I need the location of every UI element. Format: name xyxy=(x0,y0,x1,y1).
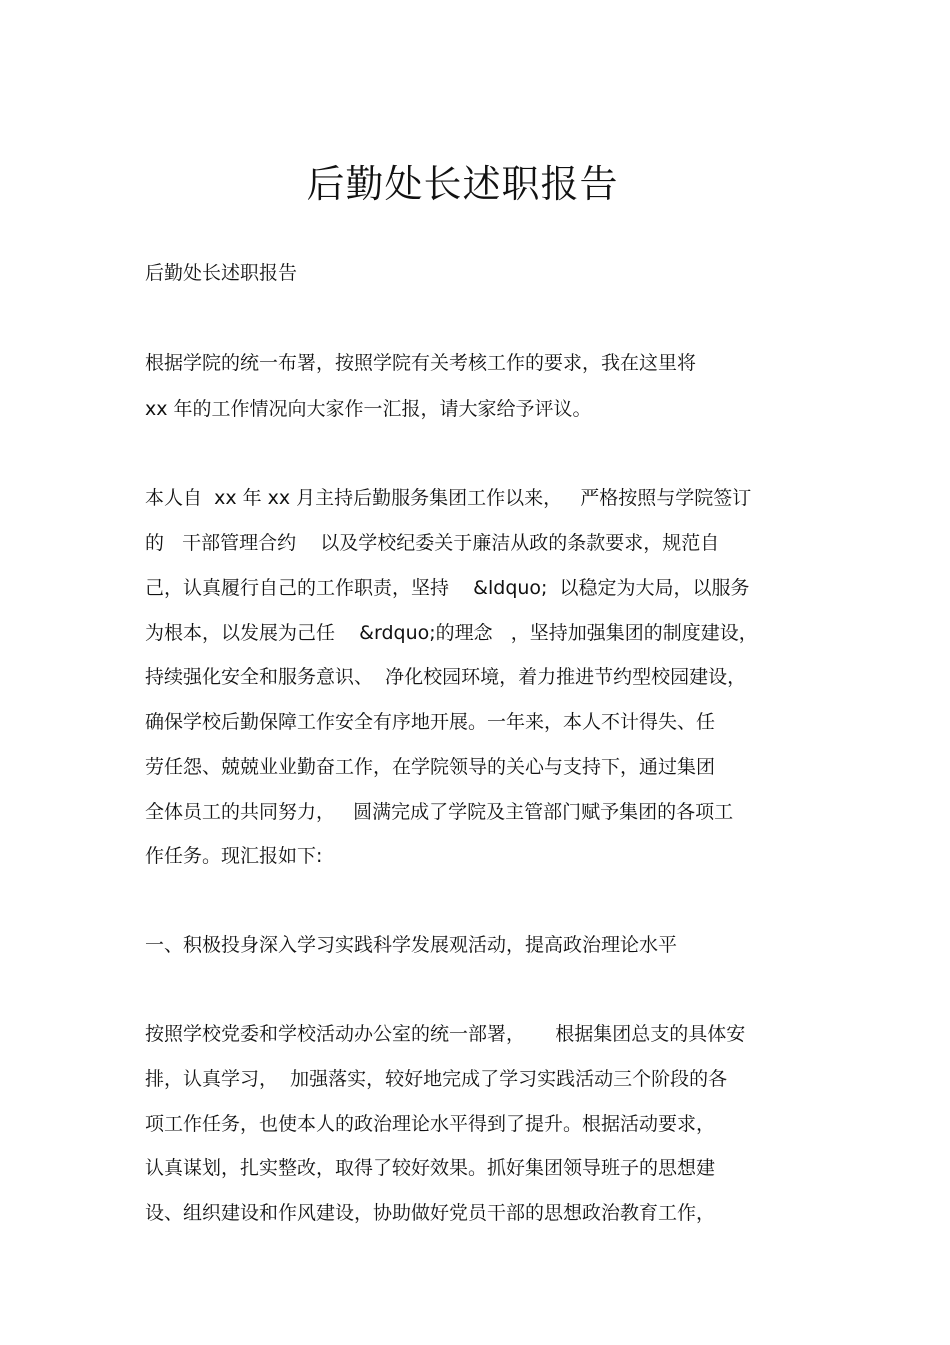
paragraph-1-line-1: 根据学院的统一布署，按照学院有关考核工作的要求，我在这里将 xyxy=(145,352,697,374)
document-title: 后勤处长述职报告 xyxy=(306,162,619,206)
paragraph-2-line-6: 确保学校后勤保障工作安全有序地开展。一年来，本人不计得失、任 xyxy=(145,711,716,733)
paragraph-2-line-1: 本人自 xx 年 xx 月主持后勤服务集团工作以来， 严格按照与学院签订 xyxy=(145,487,752,509)
paragraph-2-line-7: 劳任怨、兢兢业业勤奋工作，在学院领导的关心与支持下，通过集团 xyxy=(145,756,716,778)
paragraph-2-line-5: 持续强化安全和服务意识、 净化校园环境，着力推进节约型校园建设， xyxy=(145,666,747,688)
paragraph-3-line-2: 排，认真学习， 加强落实，较好地完成了学习实践活动三个阶段的各 xyxy=(145,1068,728,1090)
document-subtitle: 后勤处长述职报告 xyxy=(145,262,298,284)
paragraph-1-line-2: xx 年的工作情况向大家作一汇报，请大家给予评议。 xyxy=(145,398,592,420)
paragraph-3-line-3: 项工作任务，也使本人的政治理论水平得到了提升。根据活动要求， xyxy=(145,1113,716,1135)
paragraph-2-line-9: 作任务。现汇报如下: xyxy=(145,845,323,867)
paragraph-2-line-2: 的 干部管理合约 以及学校纪委关于廉洁从政的条款要求，规范自 xyxy=(145,532,720,554)
paragraph-3-line-1: 按照学校党委和学校活动办公室的统一部署， 根据集团总支的具体安 xyxy=(145,1023,746,1045)
paragraph-3-line-5: 设、组织建设和作风建设，协助做好党员干部的思想政治教育工作， xyxy=(145,1202,716,1224)
paragraph-2-line-3: 己，认真履行自己的工作职责，坚持 &ldquo; 以稳定为大局，以服务 xyxy=(145,577,750,599)
paragraph-2-line-8: 全体员工的共同努力， 圆满完成了学院及主管部门赋予集团的各项工 xyxy=(145,801,734,823)
paragraph-3-line-4: 认真谋划，扎实整改，取得了较好效果。抓好集团领导班子的思想建 xyxy=(145,1157,716,1179)
section-heading-1: 一、积极投身深入学习实践科学发展观活动，提高政治理论水平 xyxy=(145,934,678,956)
paragraph-2-line-4: 为根本，以发展为己任 &rdquo;的理念 ，坚持加强集团的制度建设， xyxy=(145,622,758,644)
